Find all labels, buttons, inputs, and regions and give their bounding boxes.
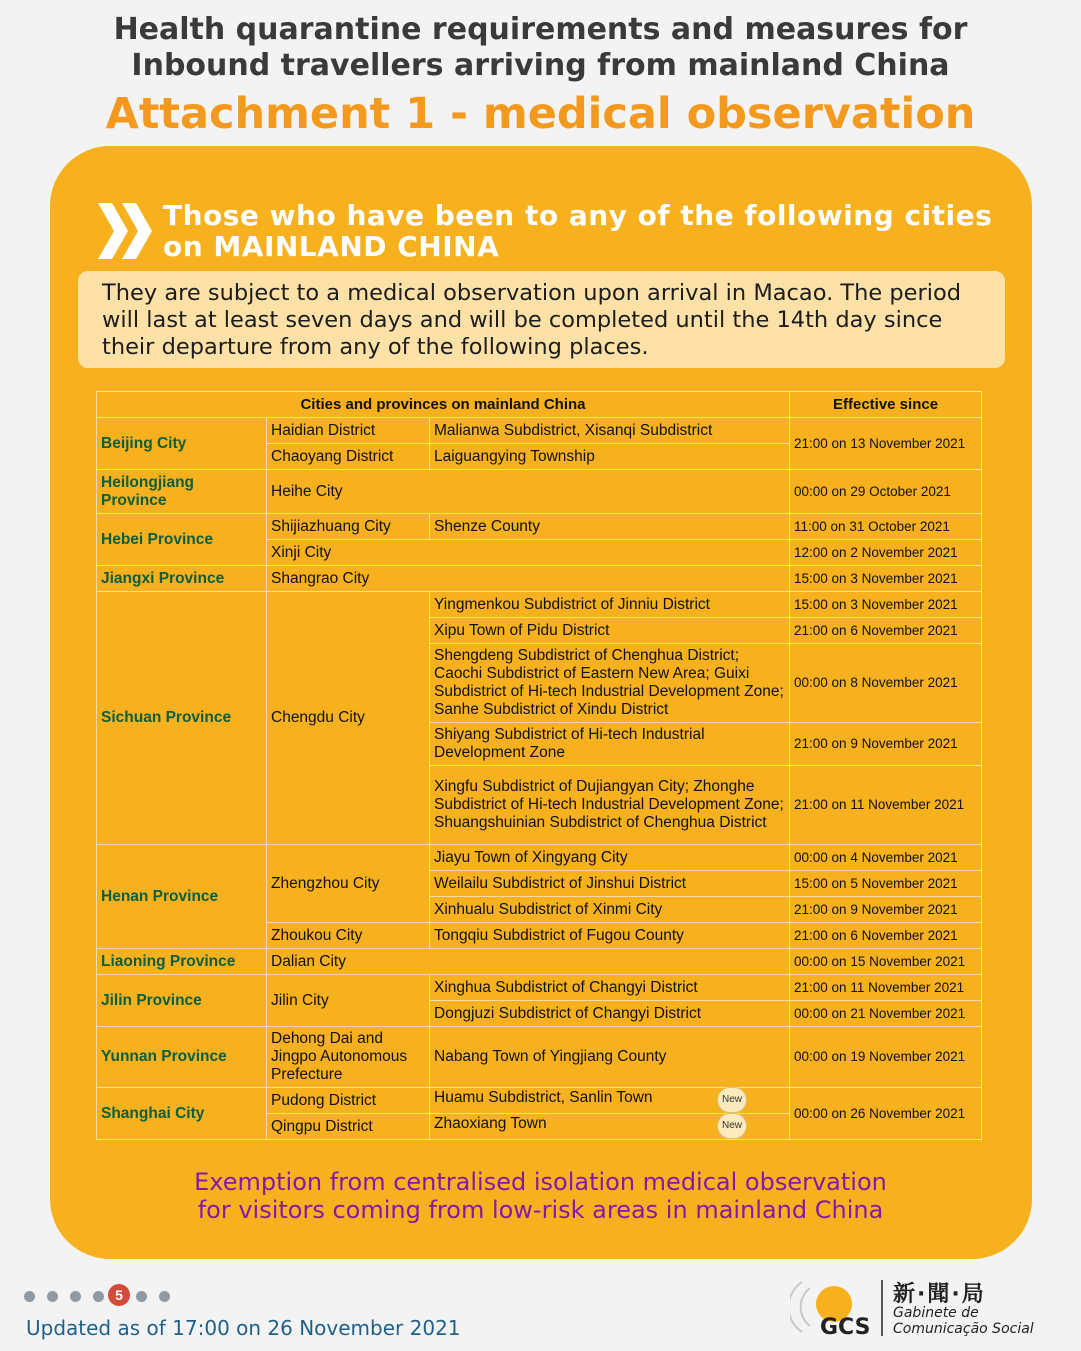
province-cell: Henan Province [97, 845, 267, 949]
date-cell: 21:00 on 6 November 2021 [790, 923, 982, 949]
table-row [97, 514, 982, 540]
area-cell: Laiguangying Township [430, 444, 790, 470]
city-cell: Jilin City [267, 975, 430, 1027]
page-dot-current[interactable]: 5 [108, 1284, 130, 1306]
double-chevron-icon [98, 203, 156, 259]
area-cell [430, 1088, 790, 1114]
date-cell: 00:00 on 29 October 2021 [790, 470, 982, 514]
area-cell [430, 1114, 790, 1140]
date-cell: 21:00 on 11 November 2021 [790, 975, 982, 1001]
areas-table [96, 391, 982, 1140]
date-cell: 15:00 on 3 November 2021 [790, 566, 982, 592]
exemption-link[interactable] [0, 1168, 1081, 1224]
gcs-mark: GCS [820, 1315, 871, 1340]
area-text: Zhaoxiang Town [434, 1114, 547, 1132]
page-dot[interactable] [70, 1291, 81, 1302]
updated-timestamp: Updated as of 17:00 on 26 November 2021 [26, 1316, 461, 1340]
city-cell: Dehong Dai and Jingpo Autonomous Prefecture [267, 1027, 430, 1088]
table-row [97, 845, 982, 871]
city-cell: Chaoyang District [267, 444, 430, 470]
date-cell: 11:00 on 31 October 2021 [790, 514, 982, 540]
table-row [97, 975, 982, 1001]
date-cell: 21:00 on 13 November 2021 [790, 418, 982, 470]
table-row [97, 949, 982, 975]
province-cell: Hebei Province [97, 514, 267, 566]
title-line-2: Inbound travellers arriving from mainland China [131, 48, 950, 83]
city-cell: Pudong District [267, 1088, 430, 1114]
area-cell: Xingfu Subdistrict of Dujiangyan City; Zhonghe Subdistrict of Hi-tech Industrial Development Zone; Shuangshuinian Subdistrict of Chenghua District [430, 766, 790, 845]
gcs-portuguese-name [893, 1305, 1034, 1337]
page-dot[interactable] [136, 1291, 147, 1302]
province-cell: Jiangxi Province [97, 566, 267, 592]
date-cell: 00:00 on 21 November 2021 [790, 1001, 982, 1027]
date-cell: 00:00 on 8 November 2021 [790, 644, 982, 723]
city-cell: Dalian City [267, 949, 790, 975]
table-row [97, 1088, 982, 1114]
gcs-pt-line-2: Comunicação Social [893, 1321, 1034, 1337]
gcs-chinese-name: 新·聞·局 [893, 1282, 986, 1307]
area-cell: Malianwa Subdistrict, Xisanqi Subdistrict [430, 418, 790, 444]
gcs-pt-line-1: Gabinete de [893, 1305, 979, 1321]
page-dot[interactable] [47, 1291, 58, 1302]
date-cell: 21:00 on 11 November 2021 [790, 766, 982, 845]
area-cell: Tongqiu Subdistrict of Fugou County [430, 923, 790, 949]
table-row [97, 1027, 982, 1088]
page-dot[interactable] [93, 1291, 104, 1302]
new-badge: New [717, 1087, 747, 1113]
area-cell: Xipu Town of Pidu District [430, 618, 790, 644]
note-text: They are subject to a medical observation upon arrival in Macao. The period will last at least seven days and will be completed until the 14th day since their departure from any of the following places. [102, 280, 962, 360]
area-cell: Yingmenkou Subdistrict of Jinniu District [430, 592, 790, 618]
exemption-line-1: Exemption from centralised isolation medical observation [194, 1168, 887, 1196]
new-badge: New [717, 1113, 747, 1139]
page-dot[interactable] [159, 1291, 170, 1302]
date-cell: 00:00 on 4 November 2021 [790, 845, 982, 871]
table-row [97, 566, 982, 592]
area-cell: Shenze County [430, 514, 790, 540]
city-cell: Shijiazhuang City [267, 514, 430, 540]
city-cell: Zhoukou City [267, 923, 430, 949]
province-cell: Liaoning Province [97, 949, 267, 975]
city-cell: Zhengzhou City [267, 845, 430, 923]
province-cell: Heilongjiang Province [97, 470, 267, 514]
area-cell: Xinghua Subdistrict of Changyi District [430, 975, 790, 1001]
column-header-effective: Effective since [790, 392, 982, 418]
area-cell: Dongjuzi Subdistrict of Changyi District [430, 1001, 790, 1027]
city-cell: Xinji City [267, 540, 790, 566]
area-cell: Nabang Town of Yingjiang County [430, 1027, 790, 1088]
date-cell: 21:00 on 9 November 2021 [790, 897, 982, 923]
column-header-places: Cities and provinces on mainland China [97, 392, 790, 418]
city-cell: Shangrao City [267, 566, 790, 592]
city-cell: Heihe City [267, 470, 790, 514]
city-cell: Qingpu District [267, 1114, 430, 1140]
date-cell: 15:00 on 5 November 2021 [790, 871, 982, 897]
table-row [97, 470, 982, 514]
area-cell: Xinhualu Subdistrict of Xinmi City [430, 897, 790, 923]
date-cell: 00:00 on 15 November 2021 [790, 949, 982, 975]
province-cell: Yunnan Province [97, 1027, 267, 1088]
area-cell: Shengdeng Subdistrict of Chenghua District; Caochi Subdistrict of Eastern New Area; Guixi Subdistrict of Hi-tech Industrial Development Zone; Sanhe Subdistrict of Xindu District [430, 644, 790, 723]
area-cell: Shiyang Subdistrict of Hi-tech Industrial Development Zone [430, 723, 790, 766]
date-cell: 00:00 on 19 November 2021 [790, 1027, 982, 1088]
date-cell: 21:00 on 6 November 2021 [790, 618, 982, 644]
title-line-1: Health quarantine requirements and measures for [113, 12, 968, 47]
section-headline: Those who have been to any of the following cities on MAINLAND CHINA [163, 199, 993, 263]
date-cell: 15:00 on 3 November 2021 [790, 592, 982, 618]
date-cell: 21:00 on 9 November 2021 [790, 723, 982, 766]
province-cell: Shanghai City [97, 1088, 267, 1140]
province-cell: Jilin Province [97, 975, 267, 1027]
date-cell: 12:00 on 2 November 2021 [790, 540, 982, 566]
area-cell: Weilailu Subdistrict of Jinshui District [430, 871, 790, 897]
observation-note [78, 271, 1005, 368]
page-dot[interactable] [24, 1291, 35, 1302]
table-row [97, 592, 982, 618]
province-cell: Beijing City [97, 418, 267, 470]
table-row [97, 418, 982, 444]
area-cell: Jiayu Town of Xingyang City [430, 845, 790, 871]
city-cell: Chengdu City [267, 592, 430, 845]
attachment-title: Attachment 1 - medical observation [105, 89, 976, 139]
date-cell: 00:00 on 26 November 2021 [790, 1088, 982, 1140]
table-header-row [97, 392, 982, 418]
city-cell: Haidian District [267, 418, 430, 444]
province-cell: Sichuan Province [97, 592, 267, 845]
area-text: Huamu Subdistrict, Sanlin Town [434, 1088, 653, 1106]
exemption-line-2: for visitors coming from low-risk areas in mainland China [197, 1196, 884, 1224]
